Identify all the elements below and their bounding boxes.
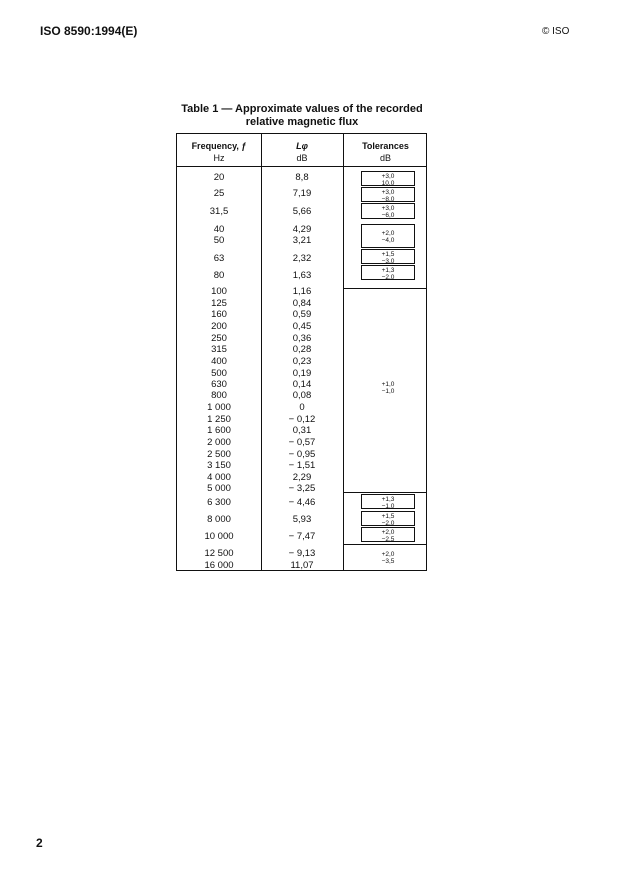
lphi-cell: 0,28 — [292, 344, 312, 355]
frequency-cell: 315 — [211, 344, 227, 355]
caption-line-1: Table 1 — Approximate values of the recorded — [181, 103, 423, 115]
lphi-cell: 0,08 — [292, 390, 312, 401]
frequency-cell: 100 — [211, 286, 227, 297]
tolerance-minus: −1,0 — [381, 502, 395, 510]
frequency-cell: 5 000 — [207, 483, 231, 494]
frequency-cell: 200 — [211, 321, 227, 332]
lphi-cell: 4,29 — [292, 224, 312, 235]
frequency-cell: 160 — [211, 309, 227, 320]
frequency-cell: 400 — [211, 356, 227, 367]
header-lphi — [261, 140, 343, 164]
lphi-cell: − 9,13 — [288, 548, 316, 559]
lphi-cell: 0,31 — [292, 425, 312, 436]
lphi-cell: − 0,95 — [288, 449, 316, 460]
tolerance-box — [361, 203, 415, 219]
frequency-cell: 630 — [211, 379, 227, 390]
page-number: 2 — [36, 836, 43, 850]
lphi-cell: 2,29 — [292, 472, 312, 483]
lphi-cell: 0,59 — [292, 309, 312, 320]
tolerance-minus: −3,0 — [381, 257, 395, 265]
header-tolerances-label: Tolerances — [362, 141, 409, 151]
frequency-cell: 16 000 — [204, 560, 234, 571]
lphi-cell: − 1,51 — [288, 460, 316, 471]
header-lphi-label: Lφ — [296, 141, 308, 151]
tolerance-plus: +3,0 — [381, 205, 395, 212]
tolerance-divider — [343, 492, 426, 493]
tolerance-divider — [343, 288, 426, 289]
tolerance-plus: +2,0 — [381, 528, 395, 536]
tolerance-plus: +1,5 — [381, 250, 395, 258]
frequency-cell: 1 600 — [207, 425, 231, 436]
header-tolerances — [343, 140, 428, 164]
header-frequency — [177, 140, 261, 164]
frequency-cell: 6 300 — [207, 497, 231, 508]
tolerance-plus: +3,0 — [381, 172, 395, 180]
lphi-cell: 0,19 — [292, 368, 312, 379]
column-divider — [343, 134, 344, 570]
frequency-cell: 250 — [211, 333, 227, 344]
frequency-cell: 1 250 — [207, 414, 231, 425]
tolerance-box — [361, 494, 415, 509]
tolerance-box — [361, 224, 415, 248]
tolerance-minus: −2,0 — [381, 273, 395, 281]
tolerance-plus: +1,3 — [381, 495, 395, 503]
tolerance-box — [361, 265, 415, 280]
frequency-cell: 2 000 — [207, 437, 231, 448]
lphi-cell: − 0,12 — [288, 414, 316, 425]
frequency-cell: 20 — [213, 172, 225, 183]
tolerance-minus: −8,0 — [381, 195, 395, 203]
frequency-cell: 50 — [213, 235, 225, 246]
copyright-mark: © ISO — [542, 26, 570, 37]
tolerance-box — [361, 171, 415, 186]
tolerance-box — [361, 527, 415, 542]
header-tolerances-unit: dB — [379, 153, 391, 163]
frequency-cell: 500 — [211, 368, 227, 379]
frequency-cell: 4 000 — [207, 472, 231, 483]
frequency-cell: 80 — [213, 270, 225, 281]
frequency-cell: 25 — [213, 188, 225, 199]
tolerance-minus: −1,0 — [381, 388, 395, 395]
tolerance-box — [361, 550, 415, 566]
lphi-cell: 0,36 — [292, 333, 312, 344]
lphi-cell: − 4,46 — [288, 497, 316, 508]
lphi-cell: 3,21 — [292, 235, 312, 246]
tolerance-box — [361, 380, 415, 396]
frequency-cell: 40 — [213, 224, 225, 235]
lphi-cell: − 0,57 — [288, 437, 316, 448]
lphi-cell: 0,45 — [292, 321, 312, 332]
tolerance-plus: +1,3 — [381, 266, 395, 274]
frequency-cell: 2 500 — [207, 449, 231, 460]
lphi-cell: 1,16 — [292, 286, 312, 297]
header-frequency-label: Frequency, ƒ — [191, 141, 247, 151]
tolerance-plus: +2,0 — [381, 551, 395, 558]
frequency-cell: 8 000 — [207, 514, 231, 525]
tolerance-minus: −4,0 — [381, 237, 395, 244]
tolerance-plus: +3,0 — [381, 188, 395, 196]
tolerance-plus: +2,0 — [381, 230, 395, 237]
caption-line-2: relative magnetic flux — [245, 116, 359, 128]
frequency-cell: 3 150 — [207, 460, 231, 471]
tolerance-minus: −6,0 — [381, 212, 395, 219]
tolerance-minus: −2,5 — [381, 535, 395, 543]
lphi-cell: 5,93 — [292, 514, 312, 525]
lphi-cell: 8,8 — [295, 172, 309, 183]
table-caption — [176, 103, 428, 129]
tolerance-minus: −3,5 — [381, 558, 395, 565]
tolerance-minus: −2,0 — [381, 519, 395, 527]
frequency-cell: 12 500 — [204, 548, 234, 559]
tolerance-divider — [343, 544, 426, 545]
header-frequency-unit: Hz — [213, 153, 225, 163]
lphi-cell: − 3,25 — [288, 483, 316, 494]
document-id: ISO 8590:1994(E) — [40, 24, 138, 38]
flux-table — [176, 133, 427, 571]
frequency-cell: 10 000 — [204, 531, 234, 542]
header-divider — [177, 166, 426, 167]
tolerance-plus: +1,5 — [381, 512, 395, 520]
frequency-cell: 31,5 — [209, 206, 229, 217]
tolerance-box — [361, 511, 415, 526]
lphi-cell: 0,23 — [292, 356, 312, 367]
lphi-cell: 0,84 — [292, 298, 312, 309]
lphi-cell: 7,19 — [292, 188, 312, 199]
lphi-cell: 1,63 — [292, 270, 312, 281]
frequency-cell: 800 — [211, 390, 227, 401]
lphi-cell: 0 — [299, 402, 305, 413]
lphi-cell: 2,32 — [292, 253, 312, 264]
frequency-cell: 1 000 — [207, 402, 231, 413]
frequency-cell: 125 — [211, 298, 227, 309]
lphi-cell: − 7,47 — [288, 531, 316, 542]
lphi-cell: 5,66 — [292, 206, 312, 217]
tolerance-plus: +1,0 — [381, 381, 395, 388]
lphi-cell: 0,14 — [292, 379, 312, 390]
lphi-cell: 11,07 — [290, 560, 314, 571]
tolerance-box — [361, 249, 415, 264]
tolerance-minus: 10,0 — [381, 179, 395, 187]
frequency-cell: 63 — [213, 253, 225, 264]
tolerance-box — [361, 187, 415, 202]
header-lphi-unit: dB — [296, 153, 308, 163]
